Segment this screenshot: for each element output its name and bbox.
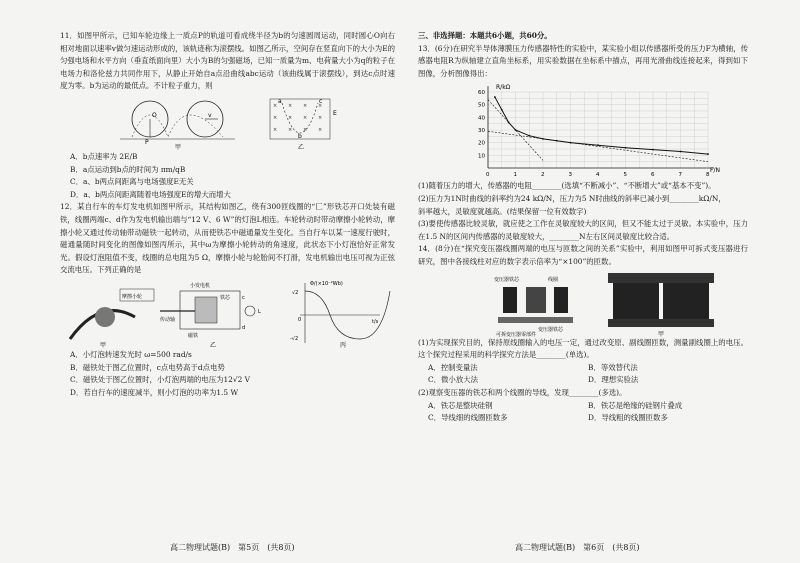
svg-text:×: ×	[303, 126, 308, 133]
x-tick-label: 3	[568, 172, 572, 179]
q11-option-b: B．a点运动到b点的时间为 πm/qB	[70, 164, 186, 174]
data-point	[528, 135, 530, 137]
q14-part1-option-d: D．理想实验法	[588, 375, 639, 385]
label-l: L	[258, 308, 261, 315]
q14-part2-option-a: A．铁芯是整块硅钢	[428, 400, 493, 410]
label-pos: √2	[292, 289, 299, 296]
y-tick-label: 40	[478, 115, 485, 122]
q12-option-d: D．若自行车的速度减半，则小灯泡的功率为1.5 W	[70, 387, 239, 397]
x-tick-label: 8	[706, 172, 710, 179]
y-tick-label: 20	[478, 141, 485, 148]
x-tick-label: 4	[596, 172, 600, 179]
q13-part2a: (2)压力为1N时曲线的斜率约为24 kΩ/N，压力为5 N时曲线的斜率已减小到________kΩ/N，	[418, 193, 726, 203]
q11-option-a: A．b点速率为 2E/B	[70, 151, 138, 161]
q12-option-b: B．磁铁处于图乙位置时，c点电势高于d点电势	[70, 362, 225, 372]
q14-part1: (1)为实现探究目的，保持原线圈输入的电压一定，通过改变原、副线圈匝数，测量副线圈上的电压。这个探究过程采用的科学探究方法是________(单选)。	[418, 337, 748, 360]
label-magnet: 磁铁	[188, 332, 199, 339]
section-title: 三、非选择题：本题共6小题，共60分。	[418, 31, 552, 40]
rf-curve	[495, 97, 708, 154]
svg-text:×: ×	[273, 102, 278, 109]
label-b: b	[298, 132, 302, 140]
q12-option-c: C．磁铁处于图乙位置时，小灯泡两端的电压为12√2 V	[70, 375, 250, 385]
q14-part2-option-c: C．导线细的线圈匝数多	[428, 413, 508, 423]
label-yaxis: Φ/(×10⁻²Wb)	[310, 280, 343, 287]
label-a: a	[278, 97, 282, 105]
transformer-diagram	[418, 269, 748, 337]
fig12-bing-label: 丙	[340, 341, 347, 349]
q11-text: 11．如图甲所示，已知车轮边缘上一质点P的轨道可看成绕半径为b的匀速圆周运动，同时圆心O向右相对地面以速率v做匀速运动形成的，该轨迹称为滚摆线。如图乙所示，空间存在竖直向下的大小为E的匀强电场和水平方向（垂直纸面向里）大小为B的匀强磁场，已知一质量为m、电荷量大小为q的粒子在电场力和洛伦兹力共同作用下，从静止开始自a点沿曲线abc运动（该曲线属于滚摆线），到达c点时速度为零。b为运动的最低点。不计粒子重力，则	[60, 31, 395, 91]
x-tick-label: 6	[651, 172, 655, 179]
svg-text:×: ×	[303, 102, 308, 109]
q12-figures	[60, 277, 395, 349]
data-point	[494, 97, 496, 99]
q14-text: 14．(8分)在“探究变压器线圈两端的电压与匝数之间的关系”实验中，利用如图甲可拆式变压器进行研究，图中各接线柱对应的数字表示倍率为“×100”的匝数。	[418, 244, 748, 266]
q14-part2-options-row2	[418, 412, 748, 425]
x-tick-label: 1	[513, 172, 517, 179]
x-tick-label: 7	[678, 172, 682, 179]
label-v: v	[208, 111, 212, 119]
label-core: 铁芯	[220, 294, 231, 301]
fig14-jia-label: 甲	[658, 330, 665, 337]
y-tick-label: 10	[478, 153, 485, 160]
label-generator: 小发电机	[190, 282, 211, 289]
left-column	[60, 30, 395, 399]
q11-figures	[60, 93, 395, 151]
q12-options	[60, 349, 395, 399]
label-taxis: t/s	[372, 318, 379, 325]
svg-text:×: ×	[273, 126, 278, 133]
q12-diagram	[60, 277, 395, 349]
label-zero: 0	[298, 316, 302, 323]
x-tick-label: 0	[486, 172, 490, 179]
y-tick-label: 50	[478, 103, 485, 110]
svg-text:×: ×	[288, 102, 293, 109]
q14-part1-option-a: A．控制变量法	[428, 362, 478, 372]
svg-text:×: ×	[318, 102, 323, 109]
resistance-force-chart	[418, 80, 748, 180]
label-friction: 摩擦小轮	[122, 293, 143, 300]
label-core-b: 变压器铁芯	[538, 326, 564, 333]
right-column	[418, 30, 748, 425]
label-shaft: 传动轴	[160, 316, 176, 323]
q14-part1-options-row2	[418, 374, 748, 387]
q13-text: 13．(6分)在研究半导体薄膜压力传感器特性的实验中，某实验小组以传感器所受的压力F为横轴，传感器电阻R为纵轴建立直角坐标系，用实验数据在坐标系中描点，再用光滑曲线连接起来，得到如下图像，分析图像得出：	[418, 43, 748, 78]
fig-yi-label: 乙	[298, 143, 305, 151]
label-parts: 可拆变压器零部件	[496, 331, 537, 337]
label-e: E	[333, 109, 337, 117]
label-c: c	[319, 97, 323, 105]
data-point	[501, 109, 503, 111]
q14-part2-option-d: D．导线粗的线圈匝数多	[588, 413, 668, 423]
q14-figure	[418, 269, 748, 337]
q14-part2: (2)观察变压器的铁芯和两个线圈的导线，发现________(多选)。	[418, 387, 627, 397]
data-point	[625, 147, 627, 149]
data-point	[707, 154, 709, 156]
q11-diagram	[60, 93, 395, 151]
q12-text: 12．某自行车的车灯发电机如图甲所示，其结构如图乙，绕有300匝线圈的“匚”形铁芯开口处装有磁铁，线圈两端c、d作为发电机输出端与“12 V、6 W”的灯泡L相连。车轮转动时带动摩擦小轮转动，摩擦小轮又通过传动轴带动磁铁一起转动，从而使铁芯中磁通量发生变化。当自行车以某一速度行驶时，磁通量随时间变化的图像如图丙所示，其中ω为摩擦小轮转动的角速度，此状态下小灯泡恰好正常发光。假设灯泡阻值不变，线圈的总电阻为5 Ω，摩擦小轮与轮胎间不打滑，发电机输出电压可视为正弦交流电压。下列正确的是	[60, 202, 395, 275]
q11-option-d: D．a、b两点间距离随着电场强度E的增大而增大	[70, 189, 231, 199]
svg-text:×: ×	[273, 114, 278, 121]
svg-text:×: ×	[288, 114, 293, 121]
label-coil: 线圈	[548, 276, 559, 283]
label-core-a: 变压器铁芯	[494, 276, 520, 283]
q13-chart-wrap	[418, 80, 748, 180]
svg-text:×: ×	[318, 114, 323, 121]
svg-text:×: ×	[318, 126, 323, 133]
q14-part1-options-row1	[418, 362, 748, 375]
fig-jia-label: 甲	[175, 143, 182, 151]
svg-text:×: ×	[303, 114, 308, 121]
label-d12: d	[242, 324, 246, 331]
q11-option-c: C．a、b两点间距离与电场强度E无关	[70, 177, 194, 187]
label-o: O	[152, 111, 157, 119]
chart-xlabel: F/N	[710, 167, 720, 175]
data-point	[680, 151, 682, 153]
q14-part1-option-b: B．等效替代法	[588, 362, 638, 372]
q13-part3: (3)要使传感器比较灵敏，就应使之工作在灵敏度较大的区间，但又不能太过于灵敏。本实验中，压力在1.5 N的区间内传感器的灵敏度较大，________N左右区间灵敏度比较合适。	[418, 219, 748, 241]
footer-left: 高二物理试题(B) 第5页 (共8页)	[170, 543, 295, 552]
data-point	[652, 149, 654, 151]
q13-part1: (1)随着压力的增大，传感器的电阻________(选填“不断减小”、“不断增大”或“基本不变”)。	[418, 181, 716, 191]
fig12-jia-label: 甲	[100, 341, 107, 349]
footer-right: 高二物理试题(B) 第6页 (共8页)	[515, 543, 640, 552]
q14-part2-option-b: B．铁芯是绝缘的硅钢片叠成	[588, 400, 683, 410]
y-tick-label: 60	[478, 90, 485, 97]
q14-part1-option-c: C．微小放大法	[428, 375, 478, 385]
svg-text:×: ×	[288, 126, 293, 133]
label-p: P	[145, 138, 149, 146]
q13-part2b: 斜率越大，灵敏度就越高。(结果保留一位有效数字)	[418, 206, 587, 216]
data-point	[570, 142, 572, 144]
q14-part2-options-row1	[418, 400, 748, 413]
y-tick-label: 30	[478, 128, 485, 135]
fig12-yi-label: 乙	[210, 341, 217, 349]
label-c12: c	[242, 294, 245, 301]
label-neg: -√2	[290, 335, 299, 342]
chart-ylabel: R/kΩ	[496, 84, 511, 92]
data-point	[597, 145, 599, 147]
x-tick-label: 5	[623, 172, 627, 179]
x-tick-label: 2	[541, 172, 545, 179]
q12-option-a: A．小灯泡转速发光时 ω=500 rad/s	[70, 349, 192, 359]
q11-options	[60, 151, 395, 201]
